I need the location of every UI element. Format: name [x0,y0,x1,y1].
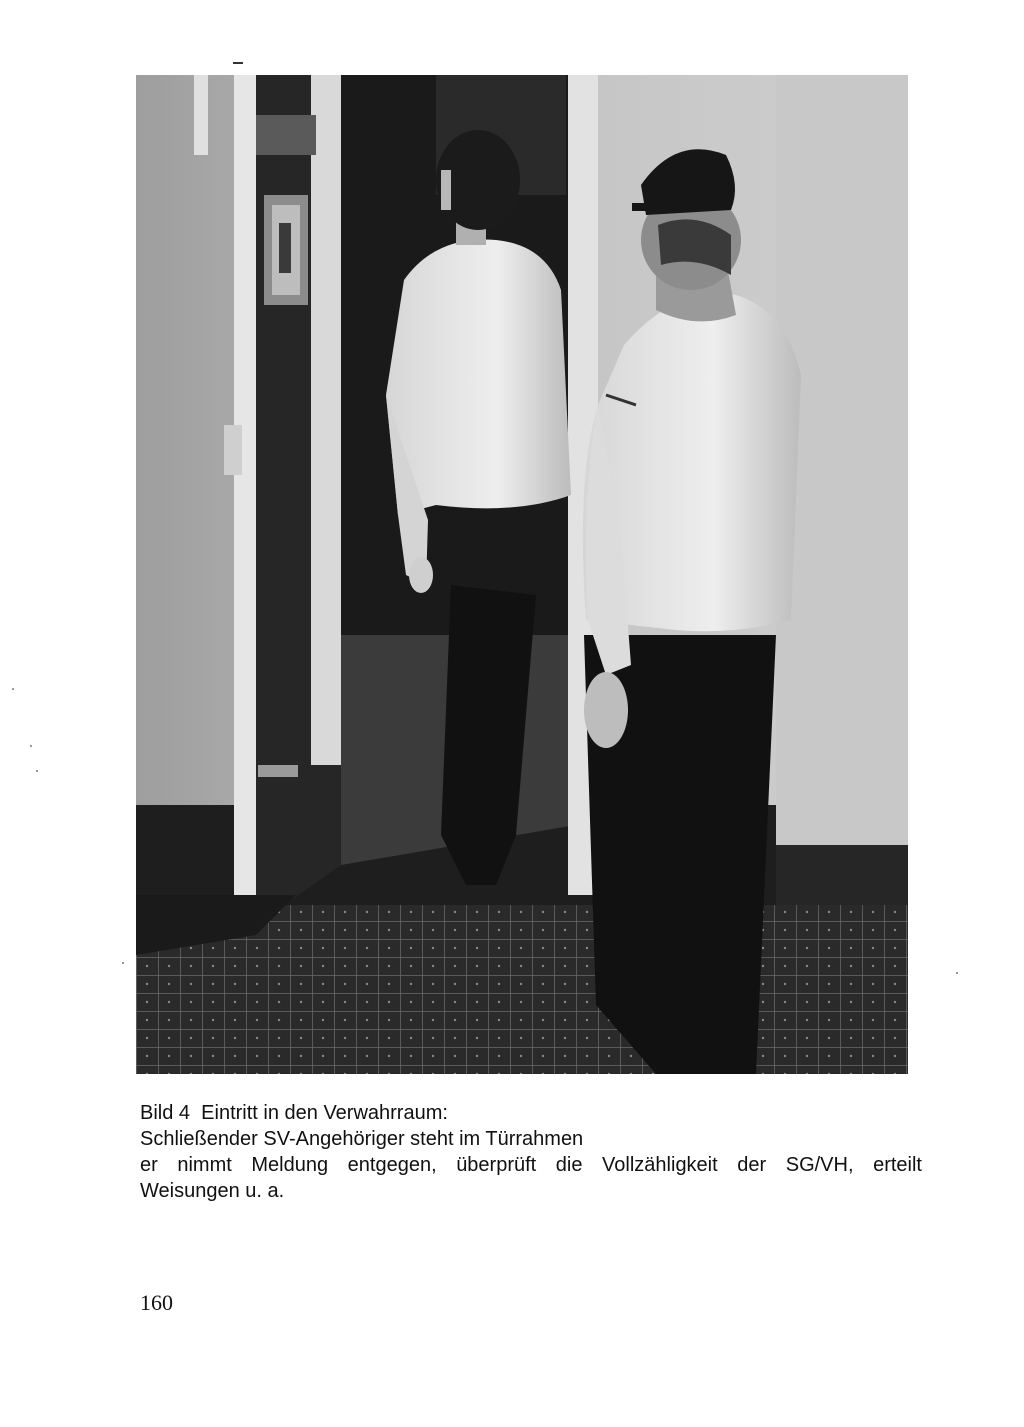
figure-caption [140,1100,922,1204]
caption-title: Eintritt in den Verwahrraum: [201,1102,448,1124]
caption-heading [140,1100,922,1126]
door-frame-left [234,75,258,925]
caption-line-2: Schließender SV-Angehöriger steht im Türrahmen [140,1128,584,1150]
caption-line-4: Weisungen u. a. [140,1180,285,1202]
scan-speck [122,962,124,964]
stray-mark [233,62,243,64]
scan-speck [12,688,14,690]
photo-illustration [136,75,908,1074]
scan-speck [36,770,38,772]
caption-label: Bild 4 [140,1102,191,1124]
caption-line-3: er nimmt Meldung entgegen, überprüft die Vollzähligkeit der SG/VH, erteilt [140,1154,922,1176]
page-number: 160 [140,1290,173,1315]
photo-figure [136,75,908,1074]
scan-speck [956,972,958,974]
scan-speck [30,745,32,747]
